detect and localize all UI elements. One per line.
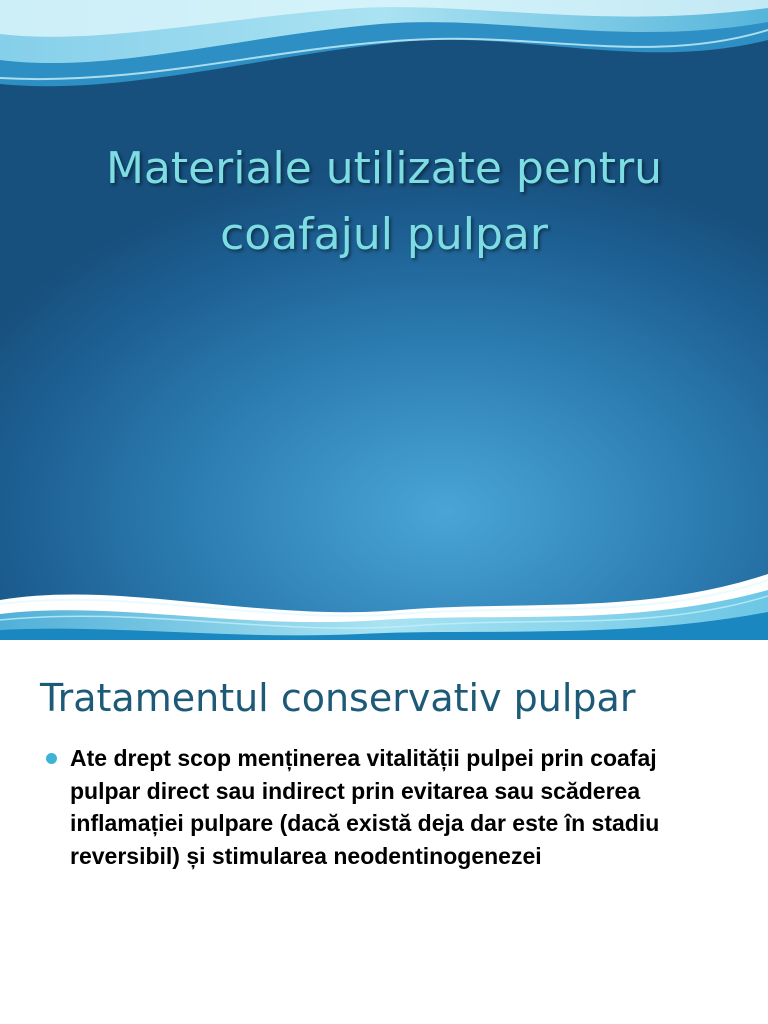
slide-title [30,136,738,268]
bullet-text: Ate drept scop menținerea vitalității pulpei prin coafaj pulpar direct sau indirect prin evitarea sau scăderea inflamației pulpare (dacă există deja dar este în stadiu reversibil) și stimularea neodentinogenezei [70,745,660,869]
content-heading: Tratamentul conservativ pulpar [40,676,636,720]
slide-title-line-2: coafajul pulpar [220,209,548,260]
list-item [46,742,736,872]
bullet-list [46,742,736,872]
slide-title-line-1: Materiale utilizate pentru [105,143,663,194]
bullet-dot-icon [46,753,57,764]
content-slide [0,640,768,1024]
